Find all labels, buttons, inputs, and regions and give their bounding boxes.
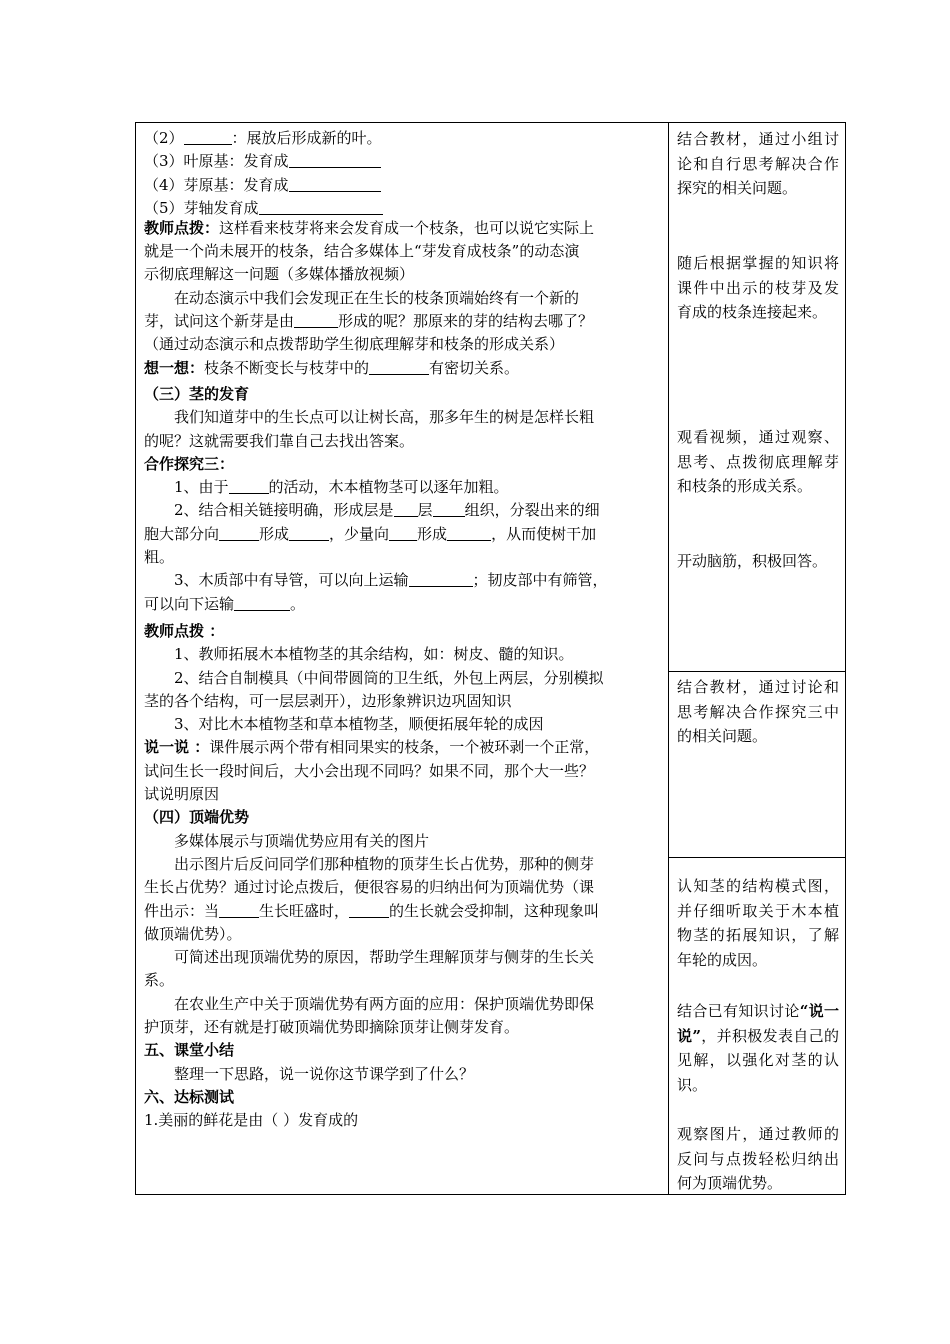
section-heading: 五、课堂小结 [144, 1041, 235, 1060]
activity-note [677, 425, 839, 499]
text-span: ，从而使树干加 [491, 524, 597, 543]
text-line: 在农业生产中关于顶端优势有两方面的应用：保护顶端优势即保 [174, 994, 595, 1013]
text-line: 生长占优势？通过讨论点拨后，便很容易的归纳出何为顶端优势（课 [144, 878, 595, 897]
text-line: 示彻底理解这一问题（多媒体播放视频） [144, 265, 415, 284]
fill-blank [409, 570, 473, 587]
note-text: “说一说” [677, 1002, 839, 1045]
cooperation-heading: 合作探究三： [144, 454, 235, 473]
note-text: ，并积极发表自己的见解，以强化对茎的认识。 [677, 1026, 839, 1094]
text-line [144, 569, 664, 592]
text-span: ：展放后形成新的叶。 [231, 129, 382, 147]
text-line: 粗。 [144, 548, 175, 567]
text-span: （3）叶原基：发育成 [144, 152, 289, 171]
text-span: 的活动，木本植物茎可以逐年加粗。 [268, 478, 509, 497]
text-line [144, 900, 664, 923]
text-span: 的生长就会受抑制，这种现象叫 [389, 901, 600, 920]
text-line: 出示图片后反问同学们那种植物的顶芽生长占优势，那种的侧芽 [174, 854, 595, 873]
text-span: ；韧皮部中有筛管， [472, 571, 608, 590]
text-line: 可简述出现顶端优势的原因，帮助学生理解顶芽与侧芽的生长关 [174, 948, 595, 967]
text-span: （2） [144, 129, 184, 147]
text-span: 层 [417, 501, 433, 520]
fill-blank [219, 901, 259, 918]
lesson-table [135, 122, 846, 1195]
note-text: 随后根据掌握的知识将课件中出示的枝芽及发育成的枝条连接起来。 [677, 254, 839, 321]
text-span: 想一想： [144, 358, 205, 377]
text-span: 组织，分裂出来的细 [464, 501, 600, 520]
fill-blank [447, 524, 491, 541]
text-span: 枝条不断变长与枝芽中的 [204, 358, 370, 377]
text-line: 做顶端优势）。 [144, 924, 242, 943]
paragraph [144, 287, 664, 310]
teacher-guide-1 [144, 217, 664, 240]
text-span: 1、由于 [174, 478, 229, 497]
text-span: 。 [290, 594, 306, 613]
text-line: （通过动态演示和点拨帮助学生彻底理解芽和枝条的形成关系） [144, 335, 565, 354]
fill-blank [219, 524, 259, 541]
note-text: 开动脑筋，积极回答。 [677, 552, 828, 570]
item-2 [144, 127, 664, 150]
fill-blank [289, 175, 381, 192]
text-line: 试说明原因 [144, 785, 220, 804]
fill-blank [294, 311, 338, 328]
text-line [144, 476, 664, 499]
text-span: ，少量向 [329, 524, 390, 543]
column-divider [668, 123, 669, 1194]
section-heading: （三）茎的发育 [144, 384, 250, 403]
text-line: 1、教师拓展木本植物茎的其余结构，如：树皮、髓的知识。 [174, 645, 574, 664]
text-span: 可以向下运输 [144, 594, 235, 613]
fill-blank [433, 500, 465, 517]
activity-note [677, 675, 839, 749]
fill-blank [259, 198, 383, 215]
text-line: 整理一下思路，说一说你这节课学到了什么？ [174, 1064, 475, 1083]
text-line: 2、结合自制模具（中间带圆筒的卫生纸，外包上两层，分别模拟 [174, 668, 604, 687]
activity-note [677, 1122, 839, 1196]
fill-blank [394, 500, 418, 517]
text-span: 在动态演示中我们会发现正在生长的枝条顶端始终有一个新的 [174, 288, 580, 307]
note-text [677, 999, 839, 1097]
text-span: （5）芽轴发育成 [144, 198, 259, 217]
note-text: 结合教材，通过小组讨论和自行思考解决合作探究的相关问题。 [677, 130, 839, 197]
text-span: 形成 [259, 524, 290, 543]
row-divider [668, 671, 846, 672]
text-span: 有密切关系。 [429, 358, 520, 377]
text-span: 生长旺盛时， [259, 901, 350, 920]
text-span: 这样看来枝芽将来会发育成一个枝条，也可以说它实际上 [219, 218, 595, 237]
activity-note [677, 127, 839, 201]
item-4 [144, 174, 664, 197]
teacher-guide-2: 教师点拨 ： [144, 621, 225, 640]
text-span: 胞大部分向 [144, 524, 220, 543]
item-3 [144, 150, 664, 173]
text-span: 件出示：当 [144, 901, 220, 920]
think-prompt [144, 357, 664, 380]
note-text: 观察图片，通过教师的反问与点拨轻松归纳出何为顶端优势。 [677, 1125, 839, 1192]
say-prompt [144, 736, 664, 759]
row-divider [668, 857, 846, 858]
text-span: 形成的呢？那原来的芽的结构去哪了？ [338, 312, 594, 331]
section-heading: 六、达标测试 [144, 1087, 235, 1106]
fill-blank [229, 477, 269, 494]
text-line: 3、对比木本植物茎和草本植物茎，顺便拓展年轮的成因 [174, 715, 544, 734]
fill-blank [289, 151, 381, 168]
note-text: 认知茎的结构模式图，并仔细听取关于木本植物茎的拓展知识，了解年轮的成因。 [677, 877, 839, 969]
test-question-1: 1.美丽的鲜花是由（ ）发育成的 [144, 1111, 359, 1130]
text-line: 的呢？这就需要我们靠自己去找出答案。 [144, 431, 415, 450]
note-text: 观看视频，通过观察、思考、点拨彻底理解芽和枝条的形成关系。 [677, 428, 839, 495]
text-span: （4）芽原基：发育成 [144, 175, 289, 194]
fill-blank [349, 901, 389, 918]
text-span: 3、木质部中有导管，可以向上运输 [174, 571, 409, 590]
activity-note [677, 549, 839, 574]
text-line [144, 523, 664, 546]
text-line: 试问生长一段时间后，大小会出现不同吗？如果不同，那个大一些？ [144, 761, 595, 780]
text-span: 说一说 ： [144, 738, 210, 757]
text-span: 芽，试问这个新芽是由 [144, 312, 295, 331]
text-line: 多媒体展示与顶端优势应用有关的图片 [174, 831, 430, 850]
text-line [144, 499, 664, 522]
fill-blank [234, 594, 290, 611]
fill-blank [289, 524, 329, 541]
text-line: 护顶芽，还有就是打破顶端优势即摘除顶芽让侧芽发育。 [144, 1017, 520, 1036]
activity-note [677, 251, 839, 325]
text-span: 教师点拨： [144, 218, 220, 237]
activity-note [677, 999, 839, 1097]
activity-note [677, 874, 839, 972]
text-line [144, 593, 664, 616]
fill-blank [389, 524, 417, 541]
text-span: 课件展示两个带有相同果实的枝条，一个被环剥一个正常， [209, 738, 600, 757]
note-text: 结合教材，通过讨论和思考解决合作探究三中的相关问题。 [677, 678, 839, 745]
text-line [144, 310, 664, 333]
text-line: 茎的各个结构，可一层层剥开），边形象辨识边巩固知识 [144, 691, 512, 710]
text-line: 就是一个尚未展开的枝条，结合多媒体上“芽发育成枝条”的动态演 [144, 242, 580, 261]
fill-blank [184, 128, 232, 145]
text-span: 2、结合相关链接明确，形成层是 [174, 501, 394, 520]
text-line: 系。 [144, 971, 175, 990]
fill-blank [369, 358, 429, 375]
teaching-content-column [144, 127, 664, 1132]
note-text: 结合已有知识讨论 [677, 1002, 800, 1020]
section-heading: （四）顶端优势 [144, 808, 250, 827]
item-5 [144, 197, 664, 217]
text-span: 形成 [417, 524, 448, 543]
text-line: 我们知道芽中的生长点可以让树长高，那多年生的树是怎样长粗 [174, 408, 595, 427]
